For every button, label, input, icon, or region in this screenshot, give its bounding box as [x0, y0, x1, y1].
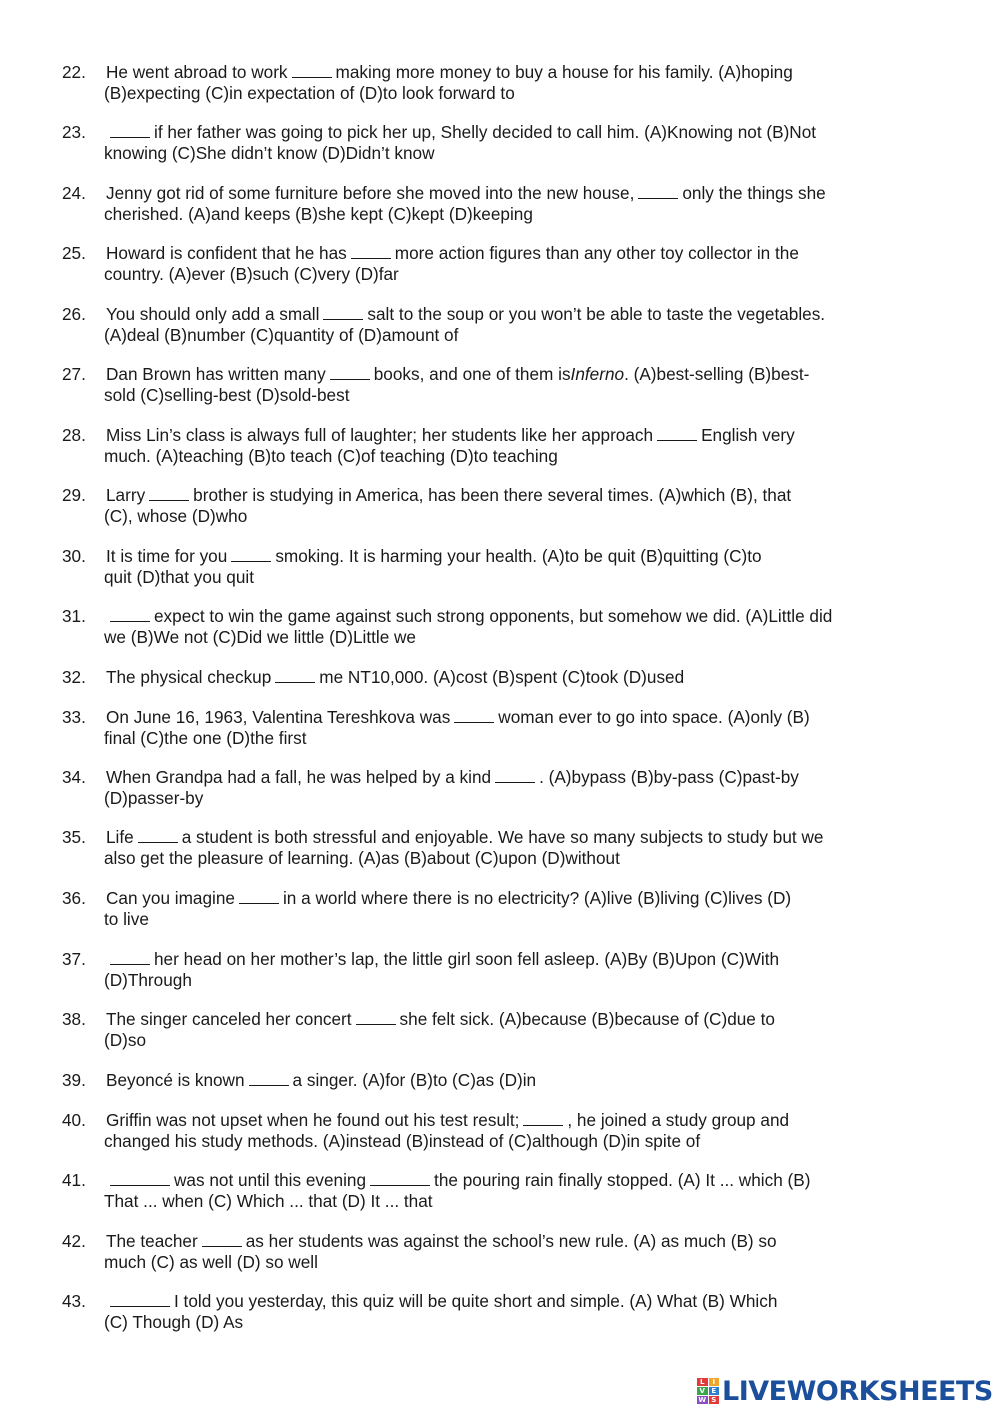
question-28: [62, 425, 942, 466]
question-continuation: English very: [701, 425, 795, 445]
question-number: 22.: [62, 62, 86, 82]
question-continuation: was not until this evening: [174, 1170, 367, 1190]
answer-blank[interactable]: [495, 768, 535, 783]
question-35: [62, 827, 942, 868]
question-continuation: salt to the soup or you won’t be able to taste the vegetables.: [367, 304, 826, 324]
question-stem: The teacher: [106, 1231, 198, 1251]
question-continuation: I told you yesterday, this quiz will be quite short and simple. (A) What (B) Which: [174, 1291, 778, 1311]
answer-blank[interactable]: [370, 1171, 430, 1186]
question-43: [62, 1291, 942, 1332]
question-text: [106, 667, 942, 688]
answer-blank[interactable]: [523, 1111, 563, 1126]
question-stem: Howard is confident that he has: [106, 243, 347, 263]
question-continuation: . (A)bypass (B)by-pass (C)past-by: [539, 767, 799, 787]
question-32: [62, 667, 942, 688]
question-continuation: making more money to buy a house for his family. (A)hoping: [335, 62, 793, 82]
question-continuation: me NT10,000. (A)cost (B)spent (C)took (D)used: [319, 667, 685, 687]
question-options-line: we (B)We not (C)Did we little (D)Little we: [104, 626, 416, 647]
answer-blank[interactable]: [330, 365, 370, 380]
question-options-line: (D)Through: [104, 969, 192, 990]
question-number: 29.: [62, 485, 86, 505]
question-number: 34.: [62, 767, 86, 787]
question-text: [106, 827, 942, 848]
question-options-line: much. (A)teaching (B)to teach (C)of teaching (D)to teaching: [104, 445, 558, 466]
question-stem: When Grandpa had a fall, he was helped by a kind: [106, 767, 492, 787]
question-text: [106, 364, 942, 385]
question-options-line: to live: [104, 908, 149, 929]
question-24: [62, 183, 942, 224]
answer-blank[interactable]: [110, 123, 150, 138]
question-continuation: , he joined a study group and: [567, 1110, 790, 1130]
question-text: [106, 606, 942, 627]
question-number: 23.: [62, 122, 86, 142]
question-text: [106, 1231, 942, 1252]
question-stem: Beyoncé is known: [106, 1070, 245, 1090]
answer-blank[interactable]: [454, 708, 494, 723]
question-continuation: woman ever to go into space. (A)only (B): [498, 707, 810, 727]
question-33: [62, 707, 942, 748]
question-36: [62, 888, 942, 929]
question-number: 39.: [62, 1070, 86, 1090]
question-options-line: knowing (C)She didn’t know (D)Didn’t know: [104, 142, 435, 163]
question-text: [106, 183, 942, 204]
answer-blank[interactable]: [323, 305, 363, 320]
question-stem: Miss Lin’s class is always full of laughter; her students like her approach: [106, 425, 654, 445]
question-stem: Life: [106, 827, 134, 847]
answer-blank[interactable]: [149, 486, 189, 501]
question-number: 35.: [62, 827, 86, 847]
question-stem: He went abroad to work: [106, 62, 288, 82]
question-26: [62, 304, 942, 345]
question-options: . (A)best-selling (B)best-: [624, 364, 810, 384]
question-27: [62, 364, 942, 405]
question-number: 24.: [62, 183, 86, 203]
question-text: [106, 304, 942, 325]
question-options-line: country. (A)ever (B)such (C)very (D)far: [104, 263, 399, 284]
question-number: 26.: [62, 304, 86, 324]
question-continuation: her head on her mother’s lap, the little girl soon fell asleep. (A)By (B)Upon (C)With: [154, 949, 780, 969]
question-25: [62, 243, 942, 284]
question-options-line: also get the pleasure of learning. (A)as (B)about (C)upon (D)without: [104, 847, 620, 868]
question-text: [106, 888, 942, 909]
question-options-line: (D)so: [104, 1029, 147, 1050]
question-23: [62, 122, 942, 163]
answer-blank[interactable]: [292, 63, 332, 78]
question-continuation: if her father was going to pick her up, Shelly decided to call him. (A)Knowing not (B)Not: [154, 122, 817, 142]
question-34: [62, 767, 942, 808]
question-continuation: a singer. (A)for (B)to (C)as (D)in: [292, 1070, 537, 1090]
question-number: 28.: [62, 425, 86, 445]
question-text: [106, 485, 942, 506]
question-text: [106, 767, 942, 788]
question-stem: Can you imagine: [106, 888, 235, 908]
question-stem: Dan Brown has written many: [106, 364, 326, 384]
question-options-line: much (C) as well (D) so well: [104, 1251, 318, 1272]
answer-blank[interactable]: [351, 244, 391, 259]
question-39: [62, 1070, 942, 1091]
question-number: 27.: [62, 364, 86, 384]
question-continuation: as her students was against the school’s new rule. (A) as much (B) so: [245, 1231, 777, 1251]
question-continuation: expect to win the game against such strong opponents, but somehow we did. (A)Little did: [154, 606, 833, 626]
answer-blank[interactable]: [202, 1232, 242, 1247]
question-stem: It is time for you: [106, 546, 228, 566]
logo-grid-icon: L I V E W S: [697, 1378, 719, 1404]
question-38: [62, 1009, 942, 1050]
question-options-line: (A)deal (B)number (C)quantity of (D)amount of: [104, 324, 459, 345]
question-text: [106, 62, 942, 83]
question-stem: The physical checkup: [106, 667, 272, 687]
answer-blank[interactable]: [110, 1171, 170, 1186]
question-options-line: final (C)the one (D)the first: [104, 727, 307, 748]
question-text: [106, 243, 942, 264]
question-41: [62, 1170, 942, 1211]
question-text: [106, 1170, 942, 1191]
answer-blank[interactable]: [110, 607, 150, 622]
question-number: 40.: [62, 1110, 86, 1130]
question-options-line: (B)expecting (C)in expectation of (D)to look forward to: [104, 82, 515, 103]
question-options-line: cherished. (A)and keeps (B)she kept (C)kept (D)keeping: [104, 203, 533, 224]
answer-blank[interactable]: [231, 547, 271, 562]
book-title: Inferno: [570, 364, 625, 384]
logo-text: LIVEWORKSHEETS: [722, 1375, 993, 1407]
question-continuation: a student is both stressful and enjoyable. We have so many subjects to study but we: [181, 827, 824, 847]
question-number: 25.: [62, 243, 86, 263]
question-number: 30.: [62, 546, 86, 566]
answer-blank[interactable]: [110, 950, 150, 965]
question-22: [62, 62, 942, 103]
question-options-line: quit (D)that you quit: [104, 566, 254, 587]
question-number: 31.: [62, 606, 86, 626]
question-number: 37.: [62, 949, 86, 969]
question-37: [62, 949, 942, 990]
question-options-line: changed his study methods. (A)instead (B)instead of (C)although (D)in spite of: [104, 1130, 701, 1151]
answer-blank[interactable]: [638, 184, 678, 199]
question-continuation: only the things she: [682, 183, 826, 203]
answer-blank[interactable]: [356, 1010, 396, 1025]
answer-blank[interactable]: [657, 426, 697, 441]
question-options: the pouring rain finally stopped. (A) It ... which (B): [434, 1170, 811, 1190]
answer-blank[interactable]: [275, 668, 315, 683]
question-options-line: That ... when (C) Which ... that (D) It ... that: [104, 1190, 433, 1211]
question-text: [106, 1070, 942, 1091]
question-stem: On June 16, 1963, Valentina Tereshkova was: [106, 707, 451, 727]
question-continuation: smoking. It is harming your health. (A)to be quit (B)quitting (C)to: [275, 546, 762, 566]
question-number: 36.: [62, 888, 86, 908]
question-text: [106, 949, 942, 970]
question-stem: Larry: [106, 485, 146, 505]
question-number: 41.: [62, 1170, 86, 1190]
question-number: 32.: [62, 667, 86, 687]
question-options-line: (C) Though (D) As: [104, 1311, 244, 1332]
question-options-line: sold (C)selling-best (D)sold-best: [104, 384, 350, 405]
question-30: [62, 546, 942, 587]
question-stem: You should only add a small: [106, 304, 320, 324]
question-continuation: more action figures than any other toy collector in the: [394, 243, 799, 263]
answer-blank[interactable]: [249, 1071, 289, 1086]
question-text: [106, 122, 942, 143]
question-42: [62, 1231, 942, 1272]
question-number: 38.: [62, 1009, 86, 1029]
question-continuation: books, and one of them is: [373, 364, 571, 384]
answer-blank[interactable]: [138, 828, 178, 843]
question-text: [106, 425, 942, 446]
question-continuation: brother is studying in America, has been there several times. (A)which (B), that: [193, 485, 792, 505]
question-text: [106, 707, 942, 728]
question-text: [106, 1110, 942, 1131]
question-text: [106, 546, 942, 567]
question-continuation: in a world where there is no electricity? (A)live (B)living (C)lives (D): [282, 888, 792, 908]
answer-blank[interactable]: [239, 889, 279, 904]
question-stem: The singer canceled her concert: [106, 1009, 352, 1029]
question-text: [106, 1291, 942, 1312]
question-options-line: (C), whose (D)who: [104, 505, 248, 526]
liveworksheets-logo: [697, 1376, 993, 1406]
question-40: [62, 1110, 942, 1151]
question-continuation: she felt sick. (A)because (B)because of (C)due to: [399, 1009, 775, 1029]
answer-blank[interactable]: [110, 1292, 170, 1307]
question-29: [62, 485, 942, 526]
question-number: 43.: [62, 1291, 86, 1311]
question-number: 33.: [62, 707, 86, 727]
question-number: 42.: [62, 1231, 86, 1251]
question-31: [62, 606, 942, 647]
question-stem: Griffin was not upset when he found out his test result;: [106, 1110, 520, 1130]
question-options-line: (D)passer-by: [104, 787, 204, 808]
question-text: [106, 1009, 942, 1030]
question-stem: Jenny got rid of some furniture before she moved into the new house,: [106, 183, 635, 203]
